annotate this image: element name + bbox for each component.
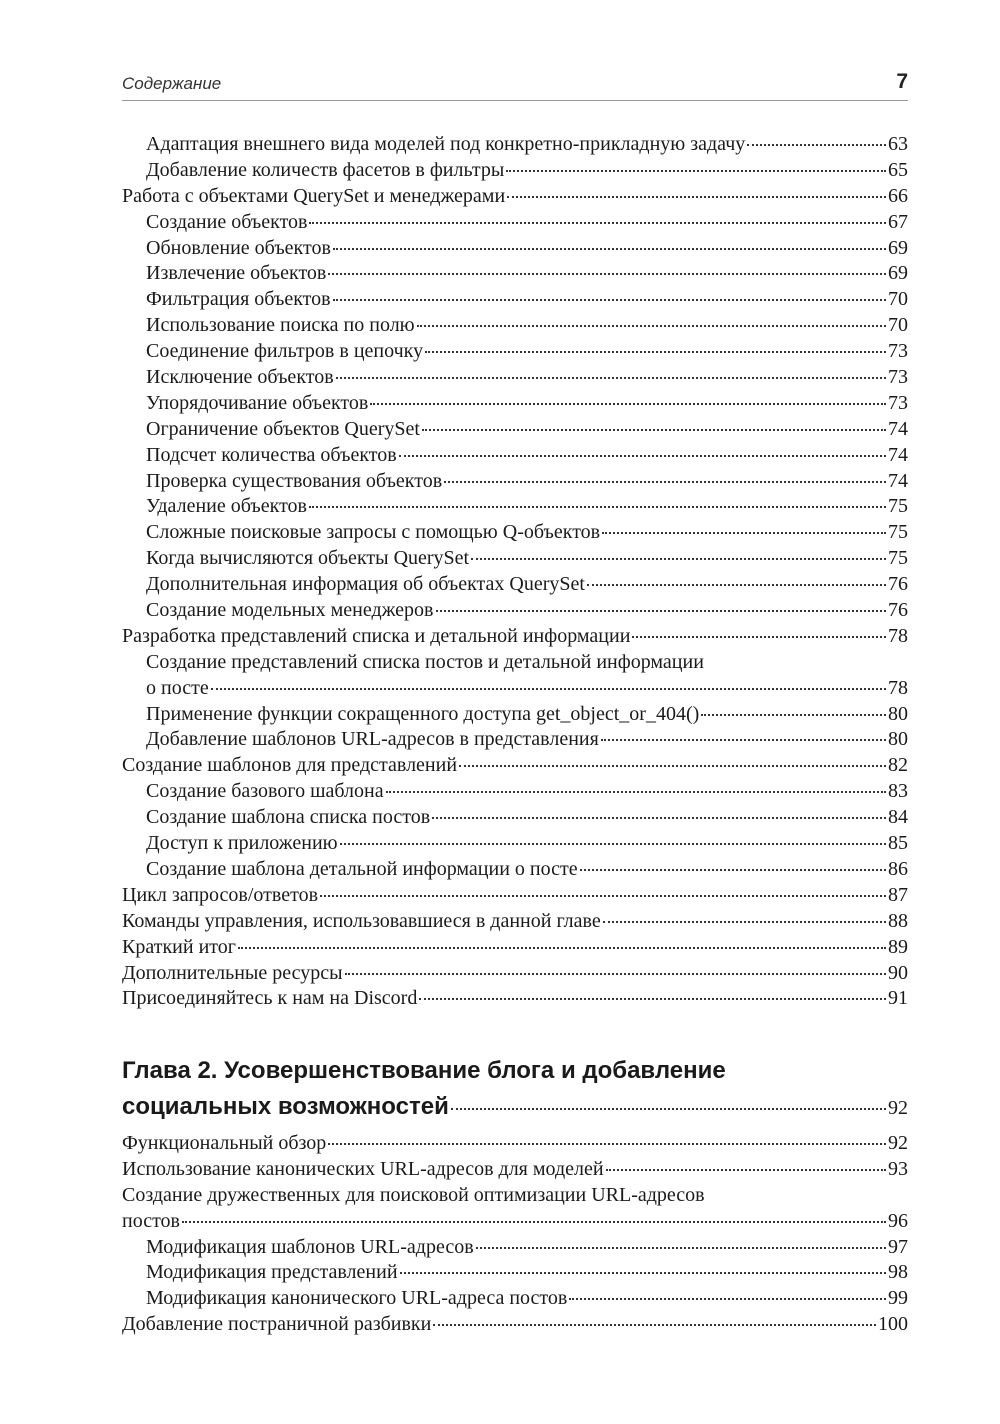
dot-leader bbox=[601, 739, 886, 741]
toc-entry-label: Использование канонических URL-адресов для моделей bbox=[122, 1157, 604, 1180]
toc-entry-label: Работа с объектами QuerySet и менеджерами bbox=[122, 184, 506, 207]
toc-entry-label: Упорядочивание объектов bbox=[146, 391, 369, 414]
chapter-title-line2 bbox=[122, 1089, 908, 1125]
toc-entry[interactable] bbox=[122, 1157, 908, 1183]
toc-entry-page: 87 bbox=[888, 883, 908, 906]
toc-entry[interactable] bbox=[122, 1235, 908, 1261]
toc-entry[interactable] bbox=[122, 702, 908, 728]
chapter-heading[interactable] bbox=[122, 1053, 908, 1125]
dot-leader bbox=[399, 455, 886, 457]
toc-entry-page: 67 bbox=[888, 210, 908, 233]
toc-entry-page: 78 bbox=[888, 676, 908, 699]
dot-leader bbox=[602, 532, 886, 534]
toc-entry[interactable] bbox=[122, 831, 908, 857]
toc-entry-page: 100 bbox=[878, 1313, 908, 1336]
chapter-title-line2-text: социальных возможностей bbox=[122, 1093, 449, 1120]
toc-entry-page: 78 bbox=[888, 624, 908, 647]
page-number: 7 bbox=[896, 70, 908, 93]
toc-entry-label: Доступ к приложению bbox=[146, 832, 338, 855]
toc-entry[interactable] bbox=[122, 210, 908, 236]
toc-entry-page: 93 bbox=[888, 1157, 908, 1180]
dot-leader bbox=[580, 869, 886, 871]
toc-entry-page: 88 bbox=[888, 909, 908, 932]
dot-leader bbox=[211, 688, 886, 690]
toc-entry-continuation[interactable] bbox=[122, 1209, 908, 1235]
toc-entry-label: Проверка существования объектов bbox=[146, 469, 443, 492]
toc-entry[interactable] bbox=[122, 546, 908, 572]
dot-leader bbox=[433, 1324, 876, 1326]
toc-entry-label-continuation: о посте bbox=[146, 676, 209, 699]
dot-leader bbox=[345, 973, 886, 975]
toc-entry[interactable] bbox=[122, 1260, 908, 1286]
toc-entry-continuation[interactable] bbox=[122, 676, 908, 702]
dot-leader bbox=[569, 1298, 886, 1300]
toc-entry-label: Исключение объектов bbox=[146, 366, 334, 389]
toc-entry[interactable] bbox=[122, 287, 908, 313]
toc-entry[interactable] bbox=[122, 261, 908, 287]
toc-entry-label: Удаление объектов bbox=[146, 495, 307, 518]
toc-entry-label: Дополнительная информация об объектах QuerySet bbox=[146, 573, 585, 596]
toc-entry-page: 74 bbox=[888, 443, 908, 466]
toc-entry-label: Добавление количеств фасетов в фильтры bbox=[146, 158, 505, 181]
toc-entry-label: Создание дружественных для поисковой оптимизации URL-адресов bbox=[122, 1183, 705, 1206]
toc-list-chapter2 bbox=[122, 1131, 908, 1338]
toc-entry-page: 75 bbox=[888, 547, 908, 570]
dot-leader bbox=[701, 714, 886, 716]
dot-leader bbox=[328, 273, 886, 275]
toc-entry[interactable] bbox=[122, 365, 908, 391]
toc-entry-label: Добавление шаблонов URL-адресов в представления bbox=[146, 728, 599, 751]
toc-entry-page: 70 bbox=[888, 314, 908, 337]
toc-entry-page: 75 bbox=[888, 521, 908, 544]
toc-entry[interactable] bbox=[122, 417, 908, 443]
toc-entry-label: Использование поиска по полю bbox=[146, 314, 415, 337]
toc-entry[interactable] bbox=[122, 727, 908, 753]
dot-leader bbox=[432, 817, 886, 819]
dot-leader bbox=[451, 1108, 886, 1110]
toc-entry[interactable] bbox=[122, 883, 908, 909]
toc-entry-page: 73 bbox=[888, 340, 908, 363]
dot-leader bbox=[587, 584, 886, 586]
toc-list bbox=[122, 132, 908, 1012]
dot-leader bbox=[309, 222, 886, 224]
toc-entry-label: Функциональный обзор bbox=[122, 1132, 327, 1154]
toc-entry[interactable] bbox=[122, 572, 908, 598]
toc-entry-page: 74 bbox=[888, 417, 908, 440]
toc-entry[interactable] bbox=[122, 986, 908, 1012]
toc-entry-page: 92 bbox=[888, 1132, 908, 1154]
toc-entry[interactable] bbox=[122, 158, 908, 184]
toc-entry-label: Извлечение объектов bbox=[146, 262, 327, 285]
toc-entry-page: 69 bbox=[888, 262, 908, 285]
toc-entry-page: 73 bbox=[888, 366, 908, 389]
dot-leader bbox=[238, 947, 886, 949]
dot-leader bbox=[386, 791, 886, 793]
toc-entry-label: Цикл запросов/ответов bbox=[122, 883, 319, 906]
toc-entry-label: Команды управления, использовавшиеся в данной главе bbox=[122, 909, 601, 932]
running-header bbox=[122, 70, 908, 101]
dot-leader bbox=[459, 765, 886, 767]
toc-entry-label-continuation: постов bbox=[122, 1209, 180, 1232]
toc-entry[interactable] bbox=[122, 1183, 908, 1209]
dot-leader bbox=[606, 1169, 886, 1171]
toc-entry[interactable] bbox=[122, 184, 908, 210]
toc-entry-page: 85 bbox=[888, 832, 908, 855]
toc-entry[interactable] bbox=[122, 935, 908, 961]
toc-entry-label: Создание модельных менеджеров bbox=[146, 599, 434, 622]
toc-entry[interactable] bbox=[122, 494, 908, 520]
toc-entry-label: Адаптация внешнего вида моделей под конкретно-прикладную задачу bbox=[146, 133, 746, 155]
toc-entry-label: Подсчет количества объектов bbox=[146, 443, 397, 466]
toc-entry-label: Модификация представлений bbox=[146, 1261, 398, 1284]
toc-entry[interactable] bbox=[122, 313, 908, 339]
toc-entry-label: Модификация шаблонов URL-адресов bbox=[146, 1235, 474, 1258]
toc-entry-page: 69 bbox=[888, 236, 908, 259]
toc-entry-label: Дополнительные ресурсы bbox=[122, 961, 343, 984]
toc-entry[interactable] bbox=[122, 650, 908, 676]
dot-leader bbox=[632, 636, 886, 638]
toc-entry-label: Добавление постраничной разбивки bbox=[122, 1313, 432, 1336]
toc-entry[interactable] bbox=[122, 1131, 908, 1157]
toc-entry-page: 97 bbox=[888, 1235, 908, 1258]
running-header-title: Содержание bbox=[122, 74, 222, 93]
toc-entry-label: Ограничение объектов QuerySet bbox=[146, 417, 420, 440]
dot-leader bbox=[444, 481, 886, 483]
toc-entry-page: 89 bbox=[888, 935, 908, 958]
toc-entry-label: Присоединяйтесь к нам на Discord bbox=[122, 987, 418, 1010]
toc-entry-label: Создание шаблона списка постов bbox=[146, 806, 431, 829]
dot-leader bbox=[476, 1247, 886, 1249]
toc-entry-page: 82 bbox=[888, 754, 908, 777]
dot-leader bbox=[400, 1272, 886, 1274]
toc-entry[interactable] bbox=[122, 779, 908, 805]
toc-entry-page: 76 bbox=[888, 599, 908, 622]
toc-entry[interactable] bbox=[122, 391, 908, 417]
toc-entry-page: 73 bbox=[888, 391, 908, 414]
toc-entry[interactable] bbox=[122, 469, 908, 495]
toc-entry[interactable] bbox=[122, 443, 908, 469]
dot-leader bbox=[336, 377, 886, 379]
toc-entry[interactable] bbox=[122, 624, 908, 650]
dot-leader bbox=[747, 144, 886, 146]
toc-entry-page: 86 bbox=[888, 857, 908, 880]
toc-entry-label: Модификация канонического URL-адреса постов bbox=[146, 1287, 568, 1310]
dot-leader bbox=[425, 351, 886, 353]
dot-leader bbox=[320, 895, 886, 897]
toc-entry[interactable] bbox=[122, 909, 908, 935]
dot-leader bbox=[182, 1221, 886, 1223]
dot-leader bbox=[328, 1143, 886, 1145]
toc-entry-label: Создание шаблонов для представлений bbox=[122, 754, 458, 777]
dot-leader bbox=[340, 843, 886, 845]
toc-entry-page: 84 bbox=[888, 806, 908, 829]
toc-entry[interactable] bbox=[122, 132, 908, 158]
dot-leader bbox=[417, 325, 886, 327]
toc-entry[interactable] bbox=[122, 339, 908, 365]
toc-entry-label: Создание представлений списка постов и детальной информации bbox=[146, 650, 704, 673]
toc-entry-label: Создание шаблона детальной информации о посте bbox=[146, 857, 578, 880]
toc-entry-page: 99 bbox=[888, 1287, 908, 1310]
toc-entry-label: Сложные поисковые запросы с помощью Q-объектов bbox=[146, 521, 601, 544]
toc-entry-page: 83 bbox=[888, 780, 908, 803]
toc-entry-label: Соединение фильтров в цепочку bbox=[146, 340, 424, 363]
toc-entry-page: 90 bbox=[888, 961, 908, 984]
dot-leader bbox=[309, 506, 886, 508]
toc-entry[interactable] bbox=[122, 857, 908, 883]
dot-leader bbox=[506, 170, 886, 172]
toc-entry-page: 80 bbox=[888, 728, 908, 751]
toc-entry-page: 66 bbox=[888, 184, 908, 207]
chapter-page: 92 bbox=[888, 1097, 908, 1119]
toc-entry-page: 96 bbox=[888, 1209, 908, 1232]
toc-entry[interactable] bbox=[122, 598, 908, 624]
dot-leader bbox=[422, 429, 886, 431]
toc-entry[interactable] bbox=[122, 236, 908, 262]
dot-leader bbox=[603, 921, 886, 923]
toc-entry[interactable] bbox=[122, 805, 908, 831]
dot-leader bbox=[436, 610, 887, 612]
toc-entry-page: 65 bbox=[888, 158, 908, 181]
dot-leader bbox=[333, 299, 886, 301]
toc-entry[interactable] bbox=[122, 520, 908, 546]
toc-entry-page: 74 bbox=[888, 469, 908, 492]
toc-entry-label: Разработка представлений списка и детальной информации bbox=[122, 624, 631, 647]
toc-entry-page: 91 bbox=[888, 987, 908, 1010]
toc-entry-label: Применение функции сокращенного доступа get_object_or_404() bbox=[146, 702, 700, 725]
toc-entry-page: 98 bbox=[888, 1261, 908, 1284]
toc-entry-page: 70 bbox=[888, 288, 908, 311]
toc-entry[interactable] bbox=[122, 961, 908, 987]
toc-entry-page: 80 bbox=[888, 702, 908, 725]
toc-entry[interactable] bbox=[122, 753, 908, 779]
dot-leader bbox=[333, 248, 886, 250]
toc-entry[interactable] bbox=[122, 1286, 908, 1312]
toc-entry-page: 76 bbox=[888, 573, 908, 596]
toc-entry-label: Краткий итог bbox=[122, 935, 236, 958]
toc-entry-label: Когда вычисляются объекты QuerySet bbox=[146, 547, 470, 570]
toc-entry-label: Обновление объектов bbox=[146, 236, 331, 259]
toc-entry-label: Создание объектов bbox=[146, 210, 308, 233]
toc-entry-label: Создание базового шаблона bbox=[146, 780, 384, 803]
toc-entry-label: Фильтрация объектов bbox=[146, 288, 331, 311]
toc-entry-page: 75 bbox=[888, 495, 908, 518]
dot-leader bbox=[507, 196, 886, 198]
dot-leader bbox=[471, 558, 886, 560]
dot-leader bbox=[419, 998, 886, 1000]
toc-entry-page: 63 bbox=[888, 133, 908, 155]
chapter-title-line1: Глава 2. Усовершенствование блога и добавление bbox=[122, 1057, 726, 1084]
toc-entry[interactable] bbox=[122, 1312, 908, 1338]
dot-leader bbox=[370, 403, 886, 405]
